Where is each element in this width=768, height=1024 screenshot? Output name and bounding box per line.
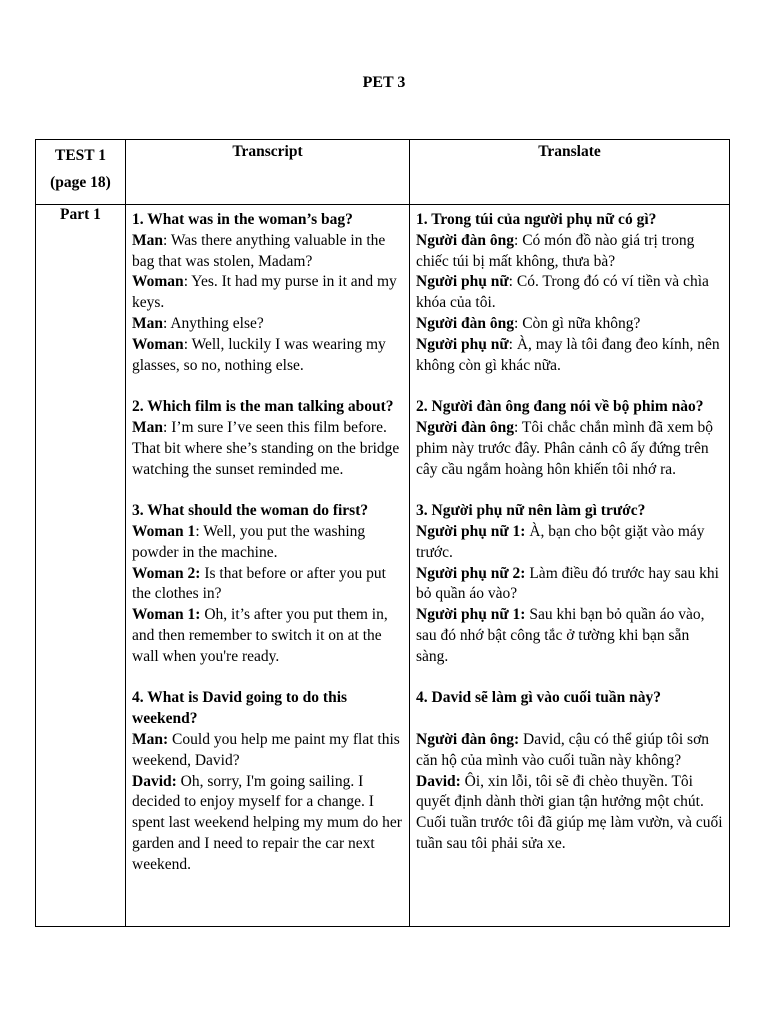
dialogue-text: À, bạn cho bột giặt vào máy trước.	[416, 522, 705, 561]
dialogue-line	[416, 772, 723, 855]
header-test-cell	[36, 140, 126, 205]
transcript-table	[35, 139, 730, 927]
dialogue-text: Yes. It had my purse in it and my keys.	[132, 273, 397, 312]
separator: :	[514, 231, 523, 249]
speaker-label: David:	[132, 772, 177, 790]
dialogue-line	[416, 605, 723, 667]
dialogue-line	[416, 564, 723, 606]
dialogue-line	[132, 522, 403, 564]
dialogue-line	[132, 335, 403, 377]
dialogue-text: Làm điều đó trước hay sau khi bỏ quần áo vào?	[416, 564, 719, 603]
dialogue-text: Well, you put the washing powder in the machine.	[132, 522, 366, 561]
spacer	[416, 668, 723, 689]
translate-cell	[410, 205, 730, 927]
dialogue-text: Sau khi bạn bỏ quần áo vào, sau đó nhớ bật công tắc ở tường khi bạn sẵn sàng.	[416, 606, 705, 665]
dialogue-text: David, cậu có thể giúp tôi sơn căn hộ của mình vào cuối tuần này không?	[416, 730, 710, 769]
header-translate-cell	[410, 140, 730, 205]
speaker-label: Woman	[132, 335, 184, 353]
spacer	[416, 709, 723, 730]
spacer	[132, 480, 403, 501]
separator: :	[195, 522, 204, 540]
spacer	[132, 376, 403, 397]
speaker-label: Người đàn ông	[416, 231, 514, 249]
dialogue-text: I’m sure I’ve seen this film before. That bit where she’s standing on the bridge watching the sunset reminded me.	[132, 418, 400, 478]
part-label: Part 1	[60, 206, 101, 223]
dialogue-text: Was there anything valuable in the bag that was stolen, Madam?	[132, 231, 386, 270]
dialogue-line	[416, 418, 723, 480]
question-title: 1. Trong túi của người phụ nữ có gì?	[416, 211, 657, 228]
question-title: 3. Người phụ nữ nên làm gì trước?	[416, 502, 646, 520]
question-title: 2. Which film is the man talking about?	[132, 398, 394, 416]
dialogue-line	[132, 605, 403, 667]
dialogue-text: Oh, it’s after you put them in, and then remember to switch it on at the wall when you're ready.	[132, 606, 388, 665]
question-block	[416, 210, 723, 397]
dialogue-text: À, may là tôi đang đeo kính, nên không còn gì khác nữa.	[416, 335, 720, 374]
header-transcript-cell	[126, 140, 410, 205]
translate-heading: Translate	[538, 143, 601, 160]
separator: :	[163, 314, 171, 332]
spacer	[416, 480, 723, 501]
question-title: 4. What is David going to do this weekend?	[132, 689, 348, 728]
speaker-label: Người phụ nữ	[416, 273, 509, 291]
transcript-column	[126, 205, 409, 876]
dialogue-text: Oh, sorry, I'm going sailing. I decided to enjoy myself for a change. I spent last weekend helping my mum do her garden and I need to repair the car next weekend.	[132, 772, 402, 873]
dialogue-line	[416, 231, 723, 273]
speaker-label: Woman	[132, 273, 184, 291]
speaker-label: Woman 1	[132, 522, 196, 540]
page-label: (page 18)	[50, 174, 111, 191]
speaker-label: Man	[132, 314, 163, 332]
separator: :	[514, 418, 522, 436]
separator: :	[163, 418, 172, 436]
dialogue-line	[416, 522, 723, 564]
question-block	[132, 397, 403, 501]
question-block	[416, 688, 723, 854]
speaker-label: Woman 2:	[132, 564, 201, 582]
speaker-label: Người phụ nữ 1:	[416, 606, 526, 624]
transcript-heading: Transcript	[232, 143, 303, 160]
speaker-label: Người phụ nữ	[416, 335, 509, 353]
dialogue-line	[416, 314, 723, 335]
dialogue-line	[132, 730, 403, 772]
dialogue-line	[416, 272, 723, 314]
question-block	[416, 397, 723, 501]
dialogue-line	[416, 730, 723, 772]
dialogue-line	[132, 772, 403, 876]
dialogue-text: Có món đồ nào giá trị trong chiếc túi bị mất không, thưa bà?	[416, 231, 695, 270]
dialogue-line	[132, 314, 403, 335]
separator: :	[183, 335, 192, 353]
dialogue-text: Anything else?	[170, 314, 264, 332]
speaker-label: Người phụ nữ 1:	[416, 522, 526, 540]
dialogue-line	[132, 231, 403, 273]
separator: :	[508, 335, 517, 353]
dialogue-line	[132, 564, 403, 606]
test-label: TEST 1	[55, 147, 106, 164]
speaker-label: Man:	[132, 730, 169, 748]
dialogue-text: Có. Trong đó có ví tiền và chìa khóa của tôi.	[416, 273, 709, 312]
dialogue-text: Còn gì nữa không?	[522, 314, 641, 332]
question-block	[132, 501, 403, 688]
part-row	[36, 205, 730, 927]
question-block	[132, 210, 403, 397]
dialogue-line	[132, 272, 403, 314]
dialogue-text: Tôi chắc chắn mình đã xem bộ phim này trước đây. Phân cảnh cô ấy đứng trên cây cầu ngắm hoàng hôn khiến tôi nhớ ra.	[416, 418, 714, 478]
dialogue-text: Ôi, xin lỗi, tôi sẽ đi chèo thuyền. Tôi quyết định dành thời gian tận hưởng một chút. Cuối tuần trước tôi đã giúp mẹ làm vườn, và cuối tuần sau tôi phải sửa xe.	[416, 772, 723, 852]
speaker-label: David:	[416, 772, 461, 790]
transcript-cell	[126, 205, 410, 927]
translate-column	[410, 205, 729, 855]
dialogue-line	[132, 418, 403, 480]
separator: :	[183, 273, 192, 291]
dialogue-line	[416, 335, 723, 377]
spacer	[132, 668, 403, 689]
dialogue-text: Is that before or after you put the clothes in?	[132, 564, 386, 603]
separator: :	[514, 314, 523, 332]
speaker-label: Man	[132, 418, 163, 436]
part-label-cell	[36, 205, 126, 927]
header-row	[36, 140, 730, 205]
page-title: PET 3	[362, 74, 406, 91]
question-block	[132, 688, 403, 875]
speaker-label: Người đàn ông:	[416, 730, 520, 748]
question-title: 3. What should the woman do first?	[132, 502, 369, 520]
separator: :	[508, 273, 517, 291]
speaker-label: Người phụ nữ 2:	[416, 564, 526, 582]
speaker-label: Người đàn ông	[416, 418, 514, 436]
spacer	[416, 376, 723, 397]
speaker-label: Woman 1:	[132, 606, 201, 624]
dialogue-text: Could you help me paint my flat this weekend, David?	[132, 730, 400, 769]
separator: :	[163, 231, 171, 249]
question-title: 4. David sẽ làm gì vào cuối tuần này?	[416, 689, 662, 707]
question-block	[416, 501, 723, 688]
question-title: 1. What was in the woman’s bag?	[132, 211, 353, 228]
question-title: 2. Người đàn ông đang nói về bộ phim nào?	[416, 398, 704, 416]
speaker-label: Người đàn ông	[416, 314, 514, 332]
dialogue-text: Well, luckily I was wearing my glasses, so no, nothing else.	[132, 335, 386, 374]
speaker-label: Man	[132, 231, 163, 249]
